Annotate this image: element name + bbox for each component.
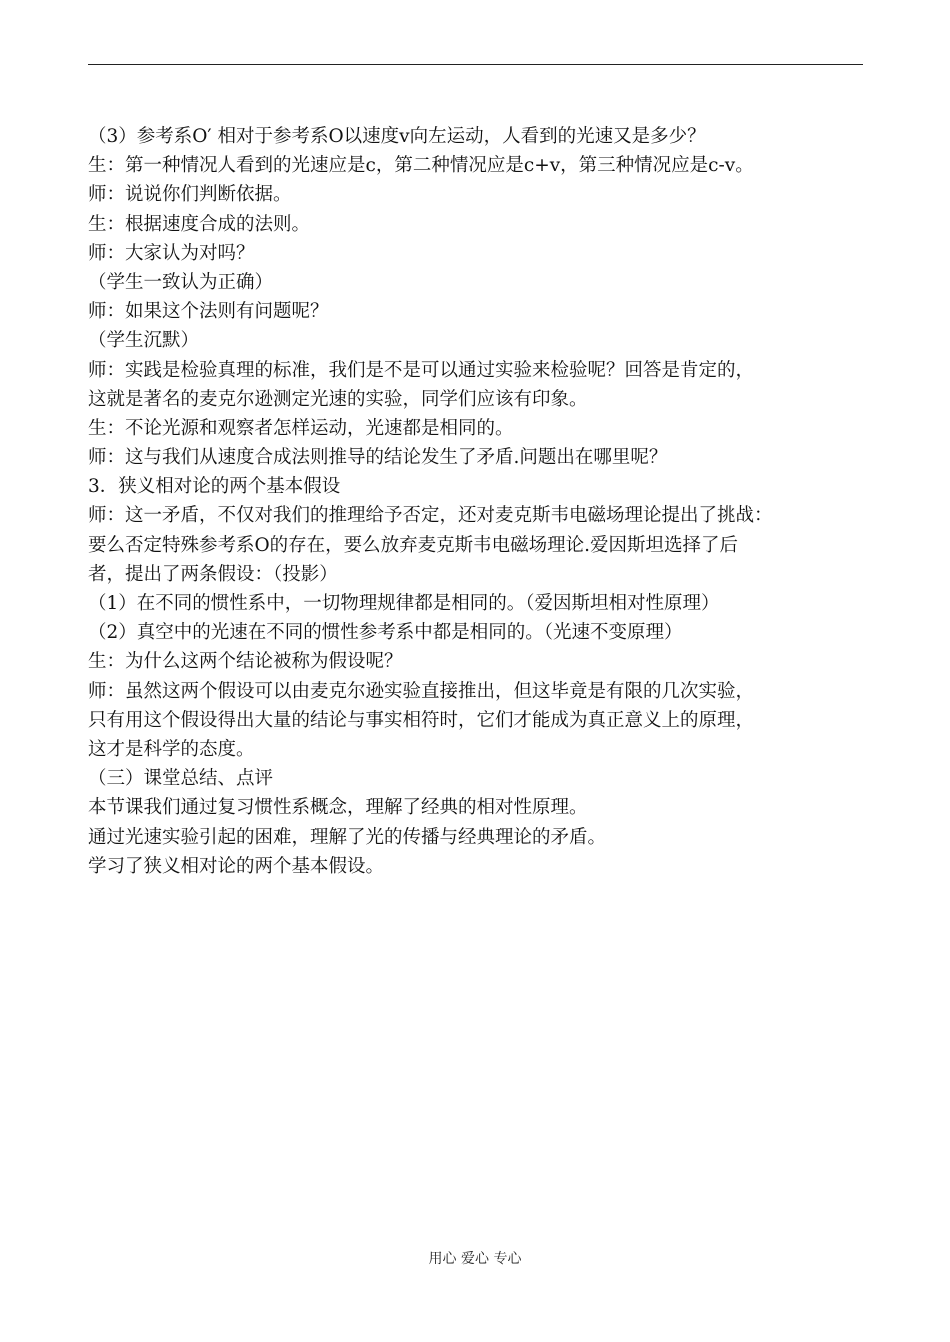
section-heading: （三）课堂总结、点评: [88, 768, 274, 790]
text-line: 学习了狭义相对论的两个基本假设。: [88, 855, 385, 877]
section-heading: 3．狭义相对论的两个基本假设: [88, 476, 341, 498]
text-line: 师：实践是检验真理的标准，我们是不是可以通过实验来检验呢？回答是肯定的，: [88, 359, 755, 381]
text-line: 生：不论光源和观察者怎样运动，光速都是相同的。: [88, 417, 514, 439]
text-line: 者，提出了两条假设：（投影）: [88, 563, 338, 585]
text-line: 生：为什么这两个结论被称为假设呢？: [88, 651, 403, 673]
text-line: （2）真空中的光速在不同的惯性参考系中都是相同的。（光速不变原理）: [88, 622, 683, 644]
document-body: [88, 122, 878, 881]
text-line: 师：如果这个法则有问题呢？: [88, 301, 329, 323]
text-line: 生：第一种情况人看到的光速应是c，第二种情况应是c+v，第三种情况应是c-v。: [88, 155, 754, 177]
text-line: 这才是科学的态度。: [88, 738, 255, 760]
text-line: 本节课我们通过复习惯性系概念，理解了经典的相对性原理。: [88, 797, 588, 819]
text-line: 通过光速实验引起的困难，理解了光的传播与经典理论的矛盾。: [88, 826, 607, 848]
text-line: 师：虽然这两个假设可以由麦克尔逊实验直接推出，但这毕竟是有限的几次实验，: [88, 680, 755, 702]
text-line: （3）参考系O′ 相对于参考系O以速度v向左运动，人看到的光速又是多少？: [88, 126, 706, 147]
text-line: 要么否定特殊参考系O的存在，要么放弃麦克斯韦电磁场理论.爱因斯坦选择了后: [88, 534, 739, 556]
text-line: 师：说说你们判断依据。: [88, 184, 292, 206]
text-line: 只有用这个假设得出大量的结论与事实相符时，它们才能成为真正意义上的原理，: [88, 709, 755, 731]
page-footer: 用心 爱心 专心: [428, 1251, 522, 1267]
text-line: 生：根据速度合成的法则。: [88, 213, 311, 235]
text-line: （1）在不同的惯性系中，一切物理规律都是相同的。（爱因斯坦相对性原理）: [88, 593, 720, 614]
text-line: 师：这一矛盾，不仅对我们的推理给予否定，还对麦克斯韦电磁场理论提出了挑战：: [88, 505, 773, 527]
header-rule: [88, 64, 863, 65]
text-line: （学生一致认为正确）: [88, 271, 274, 293]
text-line: 这就是著名的麦克尔逊测定光速的实验，同学们应该有印象。: [88, 388, 588, 410]
text-line: （学生沉默）: [88, 330, 200, 352]
text-line: 师：这与我们从速度合成法则推导的结论发生了矛盾.问题出在哪里呢？: [88, 447, 668, 469]
text-line: 师：大家认为对吗？: [88, 242, 255, 264]
